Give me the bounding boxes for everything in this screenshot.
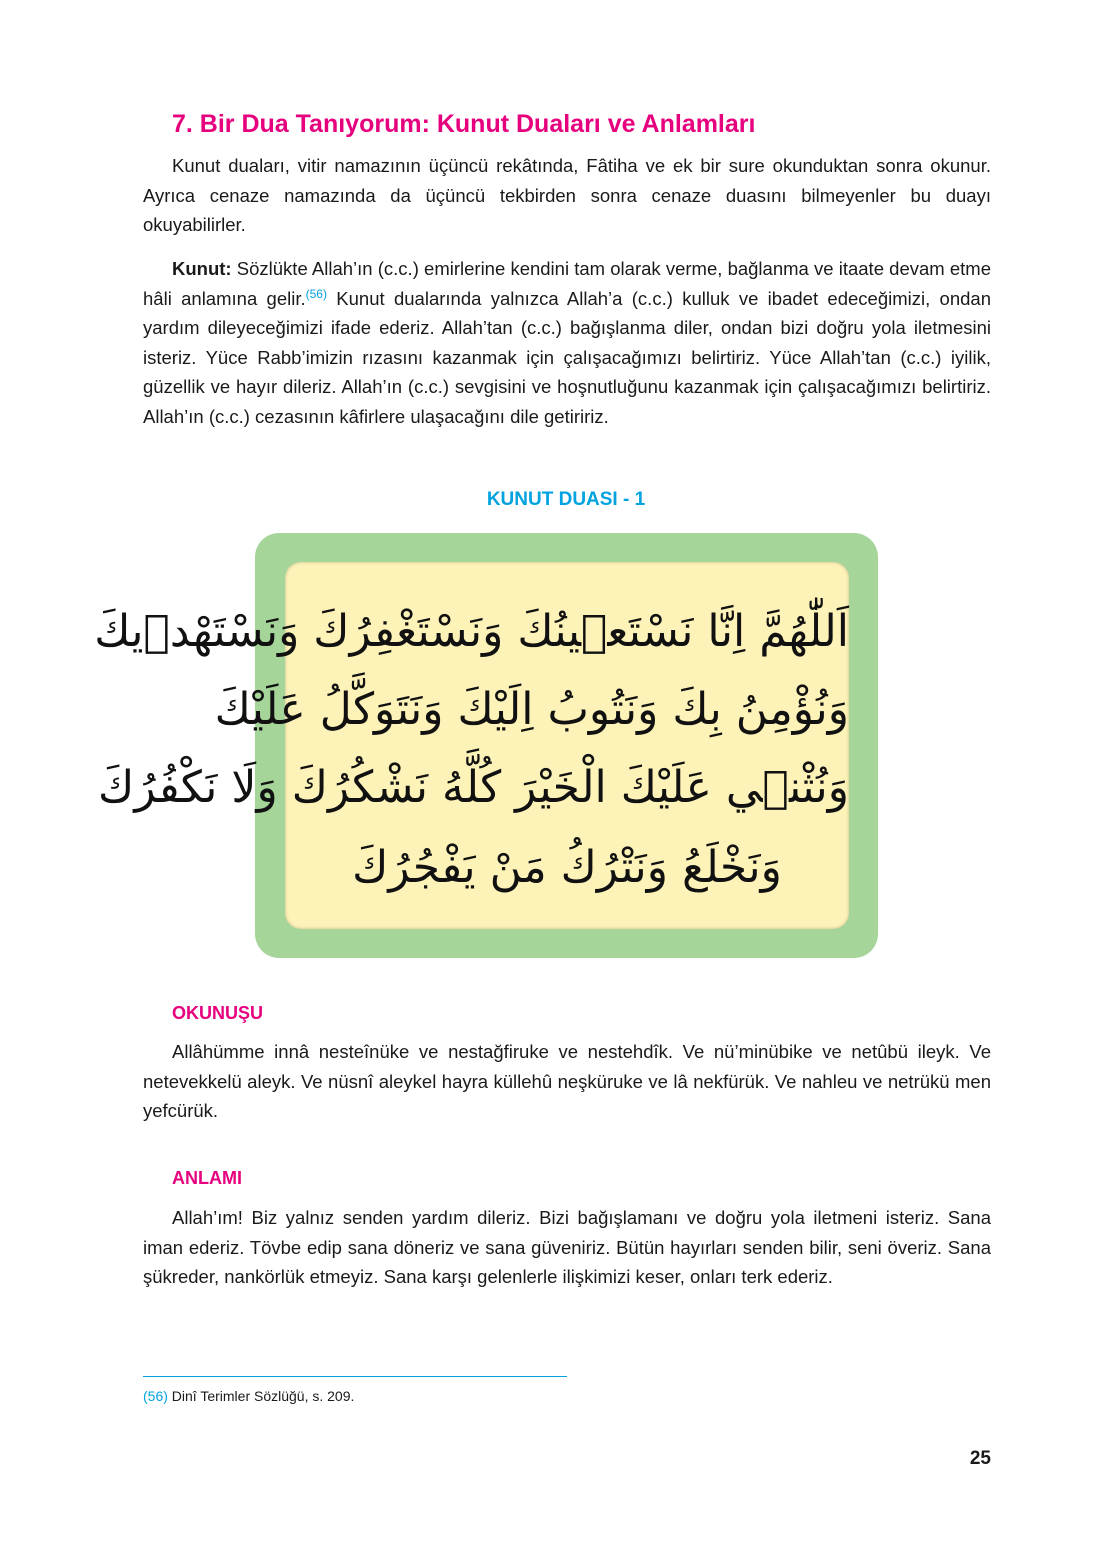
arabic-line: وَنَخْلَعُ وَنَتْرُكُ مَنْ يَفْجُرُكَ <box>352 842 782 893</box>
okunusu-text: Allâhümme innâ nesteînüke ve nestağfiruke ve nestehdîk. Ve nü’minübike ve netûbü ileyk. Ve netevekkelü aleyk. Ve nüsnî aleykel hayra küllehû neşküruke ve lâ nekfürük. Ve nahleu ve netrükü men yefcürük. <box>143 1041 991 1121</box>
footnote <box>143 1388 354 1404</box>
arabic-line: وَنُثْن۪ي عَلَيْكَ الْخَيْرَ كُلَّهُ نَشْكُرُكَ وَلَا نَكْفُرُكَ <box>98 762 849 813</box>
page-number: 25 <box>969 1448 991 1469</box>
intro-paragraph <box>143 151 991 240</box>
anlami-heading: ANLAMI <box>172 1168 242 1188</box>
definition-text-after: Kunut dualarında yalnızca Allah’a (c.c.) kulluk ve ibadet edeceğimizi, ondan yardım dileyeceğimizi ifade ederiz. Allah’tan (c.c.) bağışlanma diler, ondan bizi doğru yola iletmesini isteriz. Yüce Rabb’imizin rızasını kazanmak için çalışacağımızı belirtiriz. Yüce Allah’tan (c.c.) iyilik, güzellik ve hayır dileriz. Allah’ın (c.c.) sevgisini ve hoşnutluğunu kazanmak için çalışacağımızı belirtiriz. Allah’ın (c.c.) cezasının kâfirlere ulaşacağını dile getiririz. <box>143 287 992 427</box>
anlami-text: Allah’ım! Biz yalnız senden yardım dileriz. Bizi bağışlamanı ve doğru yola iletmeni isteriz. Sana iman ederiz. Tövbe edip sana döneriz ve sana güveniriz. Bütün hayırları senden bilir, seni överiz. Sana şükreder, nankörlük etmeyiz. Sana karşı gelenlerle ilişkimizi keser, onları terk ederiz. <box>143 1207 991 1287</box>
dua-title: KUNUT DUASI - 1 <box>486 489 646 510</box>
definition-text-before: Sözlükte Allah’ın (c.c.) emirlerine kendini tam olarak verme, bağlanma ve itaate devam etme hâli anlamına gelir. <box>143 258 991 309</box>
intro-text: Kunut duaları, vitir namazının üçüncü rekâtında, Fâtiha ve ek bir sure okunduktan sonra okunur. Ayrıca cenaze namazında da üçüncü tekbirden sonra cenaze duasını bilmeyenler bu duayı okuyabilirler. <box>143 155 991 235</box>
dua-frame <box>94 533 878 958</box>
arabic-text-panel <box>94 562 849 929</box>
arabic-line: اَللّٰهُمَّ اِنَّا نَسْتَع۪ينُكَ وَنَسْتَغْفِرُكَ وَنَسْتَهْد۪يكَ <box>94 606 849 657</box>
definition-term: Kunut: <box>172 258 232 279</box>
okunusu-heading: OKUNUŞU <box>172 1003 264 1023</box>
section-title: 7. Bir Dua Tanıyorum: Kunut Duaları ve Anlamları <box>172 110 756 138</box>
footnote-reference[interactable]: (56) <box>305 286 327 301</box>
footnote-text: Dinî Terimler Sözlüğü, s. 209. <box>167 1388 355 1404</box>
anlami-paragraph <box>143 1203 991 1292</box>
definition-paragraph <box>143 254 991 431</box>
footnote-number: (56) <box>143 1388 168 1404</box>
arabic-line: وَنُؤْمِنُ بِكَ وَنَتُوبُ اِلَيْكَ وَنَتَوَكَّلُ عَلَيْكَ <box>214 684 849 735</box>
okunusu-paragraph <box>143 1037 991 1126</box>
footnote-divider <box>143 1376 567 1377</box>
